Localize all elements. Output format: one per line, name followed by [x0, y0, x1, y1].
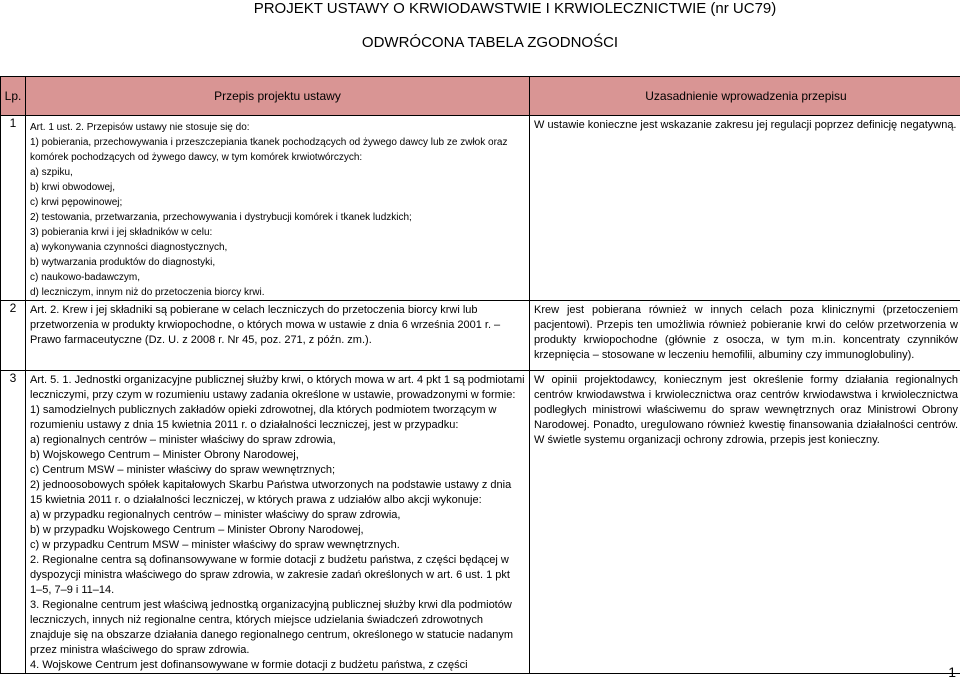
table-row [1, 371, 960, 674]
concordance-table [0, 76, 960, 674]
provision-line: a) szpiku, [30, 167, 73, 178]
row-number: 2 [1, 301, 26, 371]
provision-line: a) w przypadku regionalnych centrów – minister właściwy do spraw zdrowia, [30, 509, 401, 521]
row-number: 1 [1, 116, 26, 301]
provision-line: d) leczniczym, innym niż do przetoczenia biorcy krwi. [30, 287, 265, 298]
table-row [1, 116, 960, 301]
provision-line: 3) pobierania krwi i jej składników w celu: [30, 227, 213, 238]
document-title: PROJEKT USTAWY O KRWIODAWSTWIE I KRWIOLECZNICTWIE (nr UC79) [253, 0, 777, 17]
provision-line: 2) jednoosobowych spółek kapitałowych Skarbu Państwa utworzonych na podstawie ustawy z dnia 15 kwietnia 2011 r. o działalności leczniczej, w których prawa z udziałów albo akcji wykonuje: [30, 479, 512, 506]
provision-line: b) krwi obwodowej, [30, 182, 116, 193]
provision-line: c) naukowo-badawczym, [30, 272, 141, 283]
document-subtitle: ODWRÓCONA TABELA ZGODNOŚCI [361, 34, 619, 51]
column-header-przepis: Przepis projektu ustawy [26, 77, 530, 116]
provision-line: 4. Wojskowe Centrum jest dofinansowywane w formie dotacji z budżetu państwa, z części [30, 659, 468, 671]
provision-line: b) wytwarzania produktów do diagnostyki, [30, 257, 216, 268]
provision-line: c) Centrum MSW – minister właściwy do spraw wewnętrznych; [30, 464, 336, 476]
row-number: 3 [1, 371, 26, 674]
provision-line: c) krwi pępowinowej; [30, 197, 123, 208]
provision-line: Art. 1 ust. 2. Przepisów ustawy nie stosuje się do: [30, 122, 250, 133]
przepis-cell [26, 116, 530, 301]
uzasadnienie-cell [530, 301, 960, 371]
page-number: 1 [948, 664, 956, 680]
justification-text: W opinii projektodawcy, koniecznym jest określenie formy działania regionalnych centrów krwiodawstwa i krwiolecznictwa oraz centrów krwiodawstwa i krwiolecznictwa podległych ministrowi właściwemu do spraw wewnętrznych oraz Ministrowi Obrony Narodowej. Ponadto, uregulowano również kwestię finansowania działalności centrów. W świetle systemu organizacji ochrony zdrowia, przepis jest konieczny. [534, 374, 958, 446]
przepis-cell [26, 301, 530, 371]
provision-line: Art. 2. Krew i jej składniki są pobierane w celach leczniczych do przetoczenia biorcy krwi lub przetworzenia w produkty krwiopochodne, o których mowa w ustawie z dnia 6 września 2001 r. – Prawo farmaceutyczne (Dz. U. z 2008 r. Nr 45, poz. 271, z późn. zm.). [30, 304, 501, 346]
provision-line: a) wykonywania czynności diagnostycznych, [30, 242, 228, 253]
justification-text: W ustawie konieczne jest wskazanie zakresu jej regulacji poprzez definicję negatywną. [534, 119, 957, 131]
uzasadnienie-cell [530, 371, 960, 674]
provision-line: 1) pobierania, przechowywania i przeszczepiania tkanek pochodzących od żywego dawcy lub ze zwłok oraz komórek pochodzących od żywego dawcy, w tym komórek krwiotwórczych: [30, 137, 508, 163]
column-header-lp: Lp. [1, 77, 26, 116]
table-row [1, 301, 960, 371]
justification-text: Krew jest pobierana również w innych celach poza klinicznymi (przetoczeniem pacjentowi). Przepis ten umożliwia również pobieranie krwi do celów przetworzenia w produkty krwiopochodne (głównie z osocza, w tym m.in. koncentraty czynników krzepnięcia – stosowane w leczeniu hemofilii, albuminy czy immunoglobuliny). [534, 304, 958, 361]
column-header-uzasadnienie: Uzasadnienie wprowadzenia przepisu [530, 77, 960, 116]
provision-line: a) regionalnych centrów – minister właściwy do spraw zdrowia, [30, 434, 336, 446]
provision-line: c) w przypadku Centrum MSW – minister właściwy do spraw wewnętrznych. [30, 539, 400, 551]
provision-line: 2. Regionalne centra są dofinansowywane w formie dotacji z budżetu państwa, z części będącej w dyspozycji ministra właściwego do spraw zdrowia, w zakresie zadań określonych w art. 6 ust. 1 pkt 1–5, 7–9 i 11–14. [30, 554, 510, 596]
provision-line: 2) testowania, przetwarzania, przechowywania i dystrybucji komórek i tkanek ludzkich; [30, 212, 412, 223]
provision-line: b) w przypadku Wojskowego Centrum – Minister Obrony Narodowej, [30, 524, 364, 536]
provision-line: b) Wojskowego Centrum – Minister Obrony Narodowej, [30, 449, 299, 461]
table-header-row [1, 77, 960, 116]
provision-line: 3. Regionalne centrum jest właściwą jednostką organizacyjną publicznej służby krwi dla podmiotów leczniczych, innych niż regionalne centra, których miejsce udzielania świadczeń zdrowotnych znajduje się na obszarze działania danego regionalnego centrum, określonego w statucie nadanym przez ministra właściwego do spraw zdrowia. [30, 599, 514, 656]
przepis-cell [26, 371, 530, 674]
provision-line: 1) samodzielnych publicznych zakładów opieki zdrowotnej, dla których podmiotem tworzącym w rozumieniu ustawy z dnia 15 kwietnia 2011 r. o działalności leczniczej, jest w przypadku: [30, 404, 497, 431]
provision-line: Art. 5. 1. Jednostki organizacyjne publicznej służby krwi, o których mowa w art. 4 pkt 1 są podmiotami leczniczymi, przy czym w rozumieniu ustawy zadania określone w ustawie, prowadzonymi w formie: [30, 374, 525, 401]
uzasadnienie-cell [530, 116, 960, 301]
